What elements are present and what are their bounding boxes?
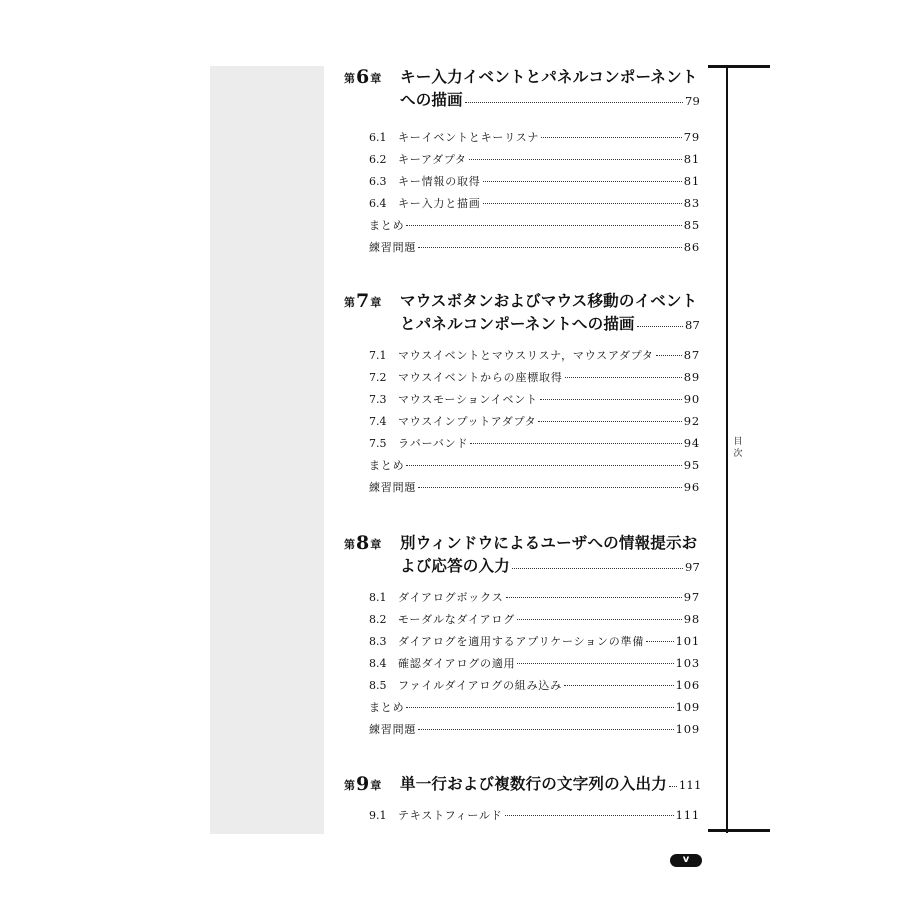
chapter-page: 87 — [684, 318, 700, 332]
margin-band — [210, 66, 324, 834]
section-page: 79 — [683, 130, 700, 144]
leader-dots — [512, 567, 683, 569]
chapter-title-line1: マウスボタンおよびマウス移動のイベント — [400, 292, 698, 310]
leader-dots — [637, 325, 683, 327]
toc-entry — [369, 432, 700, 454]
chapter-page: 111 — [678, 778, 702, 792]
leader-dots — [656, 354, 682, 356]
chapter-title-line2: への描画 79 — [400, 89, 700, 112]
section-title: テキストフィールド — [398, 809, 503, 822]
toc-entry — [369, 192, 700, 214]
leader-dots — [418, 486, 682, 488]
toc-entry — [369, 652, 700, 674]
chapter-title-line1: 別ウィンドウによるユーザへの情報提示お — [400, 534, 698, 552]
section-number: 8.4 — [369, 657, 387, 670]
running-header-char: 目 — [733, 437, 743, 447]
leader-dots — [406, 464, 681, 466]
section-title: ダイアログボックス — [398, 591, 504, 604]
section-number: 8.1 — [369, 591, 387, 604]
side-rule-top — [708, 65, 770, 68]
section-page: 111 — [675, 808, 700, 822]
section-title: 練習問題 — [369, 723, 417, 736]
section-number: 7.1 — [369, 349, 387, 362]
section-title: マウスイベントからの座標取得 — [398, 371, 563, 384]
section-page: 81 — [683, 174, 700, 188]
toc-entry — [369, 630, 700, 652]
section-title: まとめ — [369, 459, 405, 472]
section-page: 101 — [675, 634, 700, 648]
section-number: 6.4 — [369, 197, 387, 210]
section-page: 95 — [683, 458, 700, 472]
section-title: マウスインプットアダプタ — [398, 415, 537, 428]
section-title: ラバーバンド — [398, 437, 469, 450]
chapter-number: 第7章 — [344, 290, 382, 312]
toc-entry-summary — [369, 696, 700, 718]
section-title: キーイベントとキーリスナ — [398, 131, 540, 144]
section-page: 83 — [683, 196, 700, 210]
section-number: 7.5 — [369, 437, 387, 450]
chapter-title: 単一行および複数行の文字列の入出力 111 — [400, 773, 700, 796]
running-header — [732, 436, 744, 460]
section-page: 90 — [683, 392, 700, 406]
leader-dots — [506, 596, 682, 598]
toc-entry — [369, 366, 700, 388]
section-title: キーアダプタ — [398, 153, 467, 166]
section-page: 98 — [683, 612, 700, 626]
section-number: 7.4 — [369, 415, 387, 428]
section-page: 89 — [683, 370, 700, 384]
chapter-title-line2: よび応答の入力 97 — [400, 555, 700, 578]
section-title: キー情報の取得 — [398, 175, 481, 188]
chapter-title-line2: とパネルコンポーネントへの描画 87 — [400, 313, 700, 336]
section-title: 確認ダイアログの適用 — [398, 657, 516, 670]
leader-dots — [538, 420, 681, 422]
section-page: 92 — [683, 414, 700, 428]
toc-entry — [369, 148, 700, 170]
toc-entry-summary — [369, 454, 700, 476]
section-number: 7.2 — [369, 371, 387, 384]
toc-entry — [369, 170, 700, 192]
leader-dots — [418, 728, 673, 730]
toc-entry-summary — [369, 214, 700, 236]
chapter-title-line1: キー入力イベントとパネルコンポーネント — [400, 68, 698, 86]
section-page: 97 — [683, 590, 700, 604]
leader-dots — [564, 684, 674, 686]
chapter-page: 97 — [684, 560, 700, 574]
section-title: マウスイベントとマウスリスナ，マウスアダプタ — [398, 349, 654, 362]
chapter-number: 第8章 — [344, 532, 382, 554]
section-number: 6.1 — [369, 131, 387, 144]
leader-dots — [406, 224, 681, 226]
section-title: 練習問題 — [369, 481, 417, 494]
leader-dots — [540, 398, 682, 400]
section-page: 86 — [683, 240, 700, 254]
section-page: 94 — [683, 436, 700, 450]
section-title: まとめ — [369, 219, 405, 232]
leader-dots — [669, 785, 677, 787]
section-number: 7.3 — [369, 393, 387, 406]
leader-dots — [646, 640, 673, 642]
section-page: 106 — [675, 678, 700, 692]
chapter-number: 第6章 — [344, 66, 382, 88]
section-number: 6.3 — [369, 175, 387, 188]
page-number-badge: v — [670, 854, 702, 867]
section-number: 8.5 — [369, 679, 387, 692]
toc-entry — [369, 410, 700, 432]
toc-entry — [369, 586, 700, 608]
chapter-page: 79 — [684, 94, 700, 108]
leader-dots — [483, 202, 682, 204]
section-page: 109 — [675, 722, 700, 736]
section-title: キー入力と描画 — [398, 197, 481, 210]
toc-entry-exercises — [369, 718, 700, 740]
section-page: 103 — [675, 656, 700, 670]
leader-dots — [469, 158, 682, 160]
side-rule-bottom — [708, 829, 770, 832]
toc-entry — [369, 388, 700, 410]
toc-entry — [369, 674, 700, 696]
running-header-char: 次 — [733, 449, 743, 459]
section-title: モーダルなダイアログ — [398, 613, 516, 626]
toc-entry-exercises — [369, 236, 700, 258]
section-page: 109 — [675, 700, 700, 714]
side-rule — [726, 66, 728, 833]
leader-dots — [418, 246, 682, 248]
section-page: 81 — [683, 152, 700, 166]
leader-dots — [483, 180, 682, 182]
section-title: マウスモーションイベント — [398, 393, 538, 406]
toc-entry — [369, 804, 700, 826]
section-title: ダイアログを適用するアプリケーションの準備 — [398, 635, 645, 648]
leader-dots — [406, 706, 673, 708]
section-number: 9.1 — [369, 809, 387, 822]
section-title: 練習問題 — [369, 241, 417, 254]
section-number: 6.2 — [369, 153, 387, 166]
section-page: 85 — [683, 218, 700, 232]
leader-dots — [505, 814, 674, 816]
leader-dots — [565, 376, 682, 378]
section-page: 96 — [683, 480, 700, 494]
leader-dots — [517, 618, 682, 620]
chapter-number: 第9章 — [344, 773, 382, 795]
toc-entry — [369, 608, 700, 630]
section-number: 8.2 — [369, 613, 387, 626]
section-number: 8.3 — [369, 635, 387, 648]
leader-dots — [541, 136, 682, 138]
leader-dots — [465, 101, 683, 103]
section-page: 87 — [683, 348, 700, 362]
section-title: ファイルダイアログの組み込み — [398, 679, 562, 692]
section-title: まとめ — [369, 701, 405, 714]
toc-entry-exercises — [369, 476, 700, 498]
toc-entry — [369, 126, 700, 148]
toc-entry — [369, 344, 700, 366]
leader-dots — [517, 662, 673, 664]
leader-dots — [470, 442, 682, 444]
